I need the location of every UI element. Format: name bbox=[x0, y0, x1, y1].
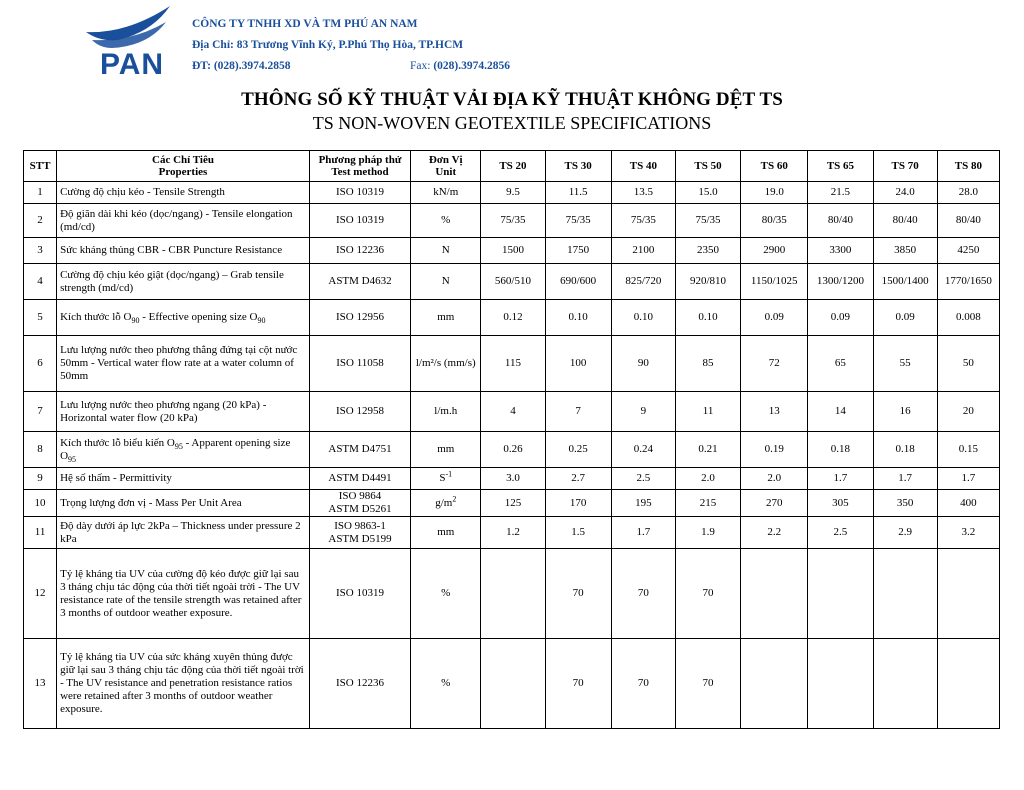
cell-property bbox=[57, 300, 310, 336]
cell-value: 65 bbox=[808, 336, 873, 392]
table-row bbox=[24, 468, 1000, 490]
method-primary: ISO 10319 bbox=[336, 214, 384, 226]
cell-value: 1.9 bbox=[675, 517, 740, 549]
company-address: Địa Chỉ: 83 Trương Vĩnh Ký, P.Phú Thọ Hòa, TP.HCM bbox=[192, 39, 464, 51]
header-unit bbox=[411, 151, 481, 182]
cell-value: 75/35 bbox=[481, 204, 545, 238]
cell-property: Độ dày dưới áp lực 2kPa – Thickness under pressure 2 kPa bbox=[57, 517, 310, 549]
table-row bbox=[24, 204, 1000, 238]
header-unit-vn: Đơn Vị bbox=[428, 154, 463, 166]
cell-unit bbox=[411, 639, 481, 729]
cell-stt: 13 bbox=[24, 639, 57, 729]
property-text: Kích thước lỗ O bbox=[60, 311, 132, 323]
cell-value: 11.5 bbox=[545, 182, 611, 204]
company-fax bbox=[410, 56, 510, 77]
cell-value: 1.5 bbox=[545, 517, 611, 549]
cell-value: 21.5 bbox=[808, 182, 873, 204]
cell-value: 3.2 bbox=[937, 517, 999, 549]
cell-property: Sức kháng thủng CBR - CBR Puncture Resistance bbox=[57, 238, 310, 264]
method-secondary: ASTM D5261 bbox=[328, 503, 392, 515]
cell-value: 0.25 bbox=[545, 432, 611, 468]
cell-value: 115 bbox=[481, 336, 545, 392]
cell-value: 75/35 bbox=[675, 204, 740, 238]
header-properties-en: Properties bbox=[158, 166, 208, 178]
table-row bbox=[24, 432, 1000, 468]
company-info bbox=[192, 14, 510, 77]
cell-test-method bbox=[309, 549, 410, 639]
cell-value: 0.21 bbox=[675, 432, 740, 468]
cell-value: 16 bbox=[873, 392, 937, 432]
cell-value: 195 bbox=[611, 490, 675, 517]
cell-value: 9 bbox=[611, 392, 675, 432]
cell-value: 75/35 bbox=[545, 204, 611, 238]
cell-value: 1.7 bbox=[808, 468, 873, 490]
cell-value: 0.19 bbox=[741, 432, 808, 468]
cell-value: 15.0 bbox=[675, 182, 740, 204]
cell-value: 85 bbox=[675, 336, 740, 392]
cell-value: 1.7 bbox=[873, 468, 937, 490]
table-row bbox=[24, 300, 1000, 336]
cell-value: 125 bbox=[481, 490, 545, 517]
table-row bbox=[24, 639, 1000, 729]
cell-value: 1.7 bbox=[611, 517, 675, 549]
cell-unit bbox=[411, 468, 481, 490]
cell-value: 2350 bbox=[675, 238, 740, 264]
cell-property: Độ giãn dài khi kéo (dọc/ngang) - Tensile elongation (md/cd) bbox=[57, 204, 310, 238]
method-primary: ASTM D4491 bbox=[328, 472, 392, 484]
cell-test-method bbox=[309, 517, 410, 549]
cell-value: 0.18 bbox=[873, 432, 937, 468]
cell-value: 50 bbox=[937, 336, 999, 392]
cell-value: 690/600 bbox=[545, 264, 611, 300]
company-phone: ĐT: (028).3974.2858 bbox=[192, 60, 291, 72]
property-text: - Apparent opening size O bbox=[60, 436, 291, 462]
cell-test-method bbox=[309, 336, 410, 392]
cell-value: 2.0 bbox=[741, 468, 808, 490]
cell-value: 80/40 bbox=[873, 204, 937, 238]
unit-text: g/m bbox=[435, 496, 453, 509]
table-row bbox=[24, 517, 1000, 549]
header-properties-vn: Các Chỉ Tiêu bbox=[152, 154, 214, 166]
header-grade: TS 40 bbox=[611, 151, 675, 182]
cell-value: 28.0 bbox=[937, 182, 999, 204]
cell-test-method bbox=[309, 392, 410, 432]
header-method-en: Test method bbox=[331, 166, 389, 178]
method-primary: ISO 10319 bbox=[336, 587, 384, 599]
method-primary: ISO 12236 bbox=[336, 244, 384, 256]
table-row bbox=[24, 336, 1000, 392]
cell-value: 0.10 bbox=[611, 300, 675, 336]
method-primary: ISO 12956 bbox=[336, 311, 384, 323]
method-primary: ISO 9864 bbox=[338, 490, 382, 502]
cell-value: 170 bbox=[545, 490, 611, 517]
cell-property: Hệ số thấm - Permittivity bbox=[57, 468, 310, 490]
header-stt: STT bbox=[24, 151, 57, 182]
cell-property bbox=[57, 432, 310, 468]
document-title bbox=[0, 88, 1024, 134]
cell-stt: 6 bbox=[24, 336, 57, 392]
table-header-row bbox=[24, 151, 1000, 182]
header-grade: TS 70 bbox=[873, 151, 937, 182]
cell-test-method bbox=[309, 490, 410, 517]
cell-value bbox=[808, 639, 873, 729]
cell-value: 55 bbox=[873, 336, 937, 392]
cell-value bbox=[873, 639, 937, 729]
unit-superscript: -1 bbox=[445, 469, 453, 479]
cell-value: 0.008 bbox=[937, 300, 999, 336]
cell-test-method bbox=[309, 432, 410, 468]
cell-stt: 9 bbox=[24, 468, 57, 490]
cell-value: 2.0 bbox=[675, 468, 740, 490]
cell-value: 1500/1400 bbox=[873, 264, 937, 300]
cell-stt: 10 bbox=[24, 490, 57, 517]
cell-value: 1.2 bbox=[481, 517, 545, 549]
unit-text: l/m²/s (mm/s) bbox=[415, 357, 476, 369]
cell-value: 0.09 bbox=[741, 300, 808, 336]
unit-text: S bbox=[439, 472, 446, 484]
cell-value: 3.0 bbox=[481, 468, 545, 490]
cell-property: Tỷ lệ kháng tia UV của sức kháng xuyên thủng được giữ lại sau 3 tháng chịu tác động của thời tiết ngoài trời - The UV resistance and penetration resistance ratios were retained after 3 months of outdoor weather exposure. bbox=[57, 639, 310, 729]
cell-property: Tỷ lệ kháng tia UV của cường độ kéo được giữ lại sau 3 tháng chịu tác động của thời tiết ngoài trời - The UV resistance rate of the tensile strength was retained after 3 months of outdoor weather exposure. bbox=[57, 549, 310, 639]
table-row bbox=[24, 182, 1000, 204]
cell-value: 70 bbox=[545, 639, 611, 729]
method-primary: ISO 12236 bbox=[336, 677, 384, 689]
cell-value: 80/40 bbox=[937, 204, 999, 238]
cell-value bbox=[937, 639, 999, 729]
property-subscript: 95 bbox=[174, 441, 183, 451]
cell-value: 2.5 bbox=[611, 468, 675, 490]
unit-text: l/m.h bbox=[434, 405, 458, 417]
cell-value: 2.9 bbox=[873, 517, 937, 549]
cell-value: 2.5 bbox=[808, 517, 873, 549]
header-grade: TS 60 bbox=[741, 151, 808, 182]
table-row bbox=[24, 392, 1000, 432]
method-primary: ISO 12958 bbox=[336, 405, 384, 417]
cell-value: 2.2 bbox=[741, 517, 808, 549]
property-subscript: 90 bbox=[131, 316, 140, 326]
cell-value: 1750 bbox=[545, 238, 611, 264]
cell-unit bbox=[411, 264, 481, 300]
cell-test-method bbox=[309, 238, 410, 264]
cell-unit bbox=[411, 549, 481, 639]
method-primary: ISO 10319 bbox=[336, 186, 384, 198]
property-subscript: 95 bbox=[68, 454, 77, 464]
cell-property: Cường độ chịu kéo giật (dọc/ngang) – Grab tensile strength (md/cd) bbox=[57, 264, 310, 300]
letterhead bbox=[0, 0, 1024, 88]
cell-value: 4 bbox=[481, 392, 545, 432]
cell-unit bbox=[411, 432, 481, 468]
cell-value: 0.15 bbox=[937, 432, 999, 468]
table-row bbox=[24, 490, 1000, 517]
cell-value: 270 bbox=[741, 490, 808, 517]
specifications-table bbox=[23, 150, 1000, 729]
cell-value: 0.10 bbox=[675, 300, 740, 336]
cell-property: Cường độ chịu kéo - Tensile Strength bbox=[57, 182, 310, 204]
cell-value: 1.7 bbox=[937, 468, 999, 490]
cell-value: 305 bbox=[808, 490, 873, 517]
cell-value: 80/40 bbox=[808, 204, 873, 238]
unit-text: mm bbox=[437, 443, 455, 455]
cell-value: 0.18 bbox=[808, 432, 873, 468]
cell-unit bbox=[411, 238, 481, 264]
cell-value: 0.09 bbox=[873, 300, 937, 336]
cell-value: 7 bbox=[545, 392, 611, 432]
unit-text: N bbox=[441, 275, 450, 287]
cell-unit bbox=[411, 204, 481, 238]
cell-unit bbox=[411, 336, 481, 392]
unit-text: mm bbox=[437, 526, 455, 538]
cell-value: 14 bbox=[808, 392, 873, 432]
cell-value: 0.12 bbox=[481, 300, 545, 336]
method-secondary: ASTM D5199 bbox=[328, 532, 392, 545]
cell-stt: 11 bbox=[24, 517, 57, 549]
table-row bbox=[24, 549, 1000, 639]
cell-test-method bbox=[309, 182, 410, 204]
cell-value: 1500 bbox=[481, 238, 545, 264]
table-row bbox=[24, 264, 1000, 300]
unit-text: mm bbox=[437, 311, 455, 323]
header-unit-en: Unit bbox=[435, 166, 457, 178]
cell-value: 9.5 bbox=[481, 182, 545, 204]
cell-value: 1770/1650 bbox=[937, 264, 999, 300]
title-english: TS NON-WOVEN GEOTEXTILE SPECIFICATIONS bbox=[312, 113, 712, 133]
cell-stt: 7 bbox=[24, 392, 57, 432]
cell-unit bbox=[411, 300, 481, 336]
cell-value: 13.5 bbox=[611, 182, 675, 204]
property-subscript: 90 bbox=[257, 316, 266, 326]
property-text: Kích thước lỗ biểu kiến O bbox=[60, 436, 175, 449]
cell-value bbox=[481, 549, 545, 639]
cell-value bbox=[808, 549, 873, 639]
method-primary: ISO 9863-1 bbox=[334, 519, 386, 532]
cell-test-method bbox=[309, 204, 410, 238]
cell-stt: 8 bbox=[24, 432, 57, 468]
method-primary: ASTM D4632 bbox=[328, 275, 392, 287]
cell-property: Trọng lượng đơn vị - Mass Per Unit Area bbox=[57, 490, 310, 517]
table-row bbox=[24, 238, 1000, 264]
cell-value bbox=[741, 549, 808, 639]
cell-value: 4250 bbox=[937, 238, 999, 264]
cell-value: 90 bbox=[611, 336, 675, 392]
cell-value: 70 bbox=[675, 549, 740, 639]
header-properties bbox=[57, 151, 310, 182]
cell-value: 100 bbox=[545, 336, 611, 392]
logo-wordmark: PAN bbox=[99, 48, 165, 76]
cell-stt: 3 bbox=[24, 238, 57, 264]
cell-value: 350 bbox=[873, 490, 937, 517]
cell-value: 2.7 bbox=[545, 468, 611, 490]
cell-value: 0.09 bbox=[808, 300, 873, 336]
title-vietnamese: THÔNG SỐ KỸ THUẬT VẢI ĐỊA KỸ THUẬT KHÔNG DỆT TS bbox=[241, 89, 783, 110]
cell-stt: 5 bbox=[24, 300, 57, 336]
cell-value: 215 bbox=[675, 490, 740, 517]
cell-value: 1300/1200 bbox=[808, 264, 873, 300]
method-primary: ASTM D4751 bbox=[328, 443, 392, 455]
header-grade: TS 80 bbox=[937, 151, 999, 182]
cell-unit bbox=[411, 490, 481, 517]
cell-value: 19.0 bbox=[741, 182, 808, 204]
cell-value: 400 bbox=[937, 490, 999, 517]
fax-value: (028).3974.2856 bbox=[433, 60, 510, 72]
cell-value: 13 bbox=[741, 392, 808, 432]
cell-value: 0.24 bbox=[611, 432, 675, 468]
cell-value: 70 bbox=[611, 639, 675, 729]
cell-value: 560/510 bbox=[481, 264, 545, 300]
unit-text: N bbox=[441, 244, 450, 256]
cell-property: Lưu lượng nước theo phương thẳng đứng tại cột nước 50mm - Vertical water flow rate at a water column of 50mm bbox=[57, 336, 310, 392]
property-text: - Effective opening size O bbox=[139, 311, 258, 323]
cell-test-method bbox=[309, 639, 410, 729]
cell-test-method bbox=[309, 300, 410, 336]
cell-unit bbox=[411, 392, 481, 432]
unit-text: % bbox=[441, 214, 451, 226]
cell-value: 0.26 bbox=[481, 432, 545, 468]
method-primary: ISO 11058 bbox=[336, 357, 384, 369]
cell-value: 825/720 bbox=[611, 264, 675, 300]
cell-value: 75/35 bbox=[611, 204, 675, 238]
header-method-vn: Phương pháp thử bbox=[318, 154, 402, 166]
fax-label: Fax: bbox=[410, 60, 431, 72]
cell-value bbox=[873, 549, 937, 639]
header-grade: TS 50 bbox=[675, 151, 740, 182]
cell-unit bbox=[411, 182, 481, 204]
unit-superscript: 2 bbox=[452, 493, 457, 503]
cell-value bbox=[937, 549, 999, 639]
cell-value: 70 bbox=[545, 549, 611, 639]
cell-value: 20 bbox=[937, 392, 999, 432]
cell-value: 2900 bbox=[741, 238, 808, 264]
cell-unit bbox=[411, 517, 481, 549]
header-grade: TS 30 bbox=[545, 151, 611, 182]
header-grade: TS 65 bbox=[808, 151, 873, 182]
unit-text: kN/m bbox=[433, 186, 459, 198]
cell-test-method bbox=[309, 264, 410, 300]
cell-value: 920/810 bbox=[675, 264, 740, 300]
company-logo bbox=[82, 4, 182, 76]
header-test-method bbox=[309, 151, 410, 182]
cell-value: 1150/1025 bbox=[741, 264, 808, 300]
cell-value: 2100 bbox=[611, 238, 675, 264]
cell-value: 11 bbox=[675, 392, 740, 432]
cell-value: 70 bbox=[611, 549, 675, 639]
cell-value bbox=[481, 639, 545, 729]
cell-stt: 12 bbox=[24, 549, 57, 639]
cell-value: 70 bbox=[675, 639, 740, 729]
company-contact bbox=[192, 56, 510, 77]
cell-stt: 1 bbox=[24, 182, 57, 204]
cell-property: Lưu lượng nước theo phương ngang (20 kPa) - Horizontal water flow (20 kPa) bbox=[57, 392, 310, 432]
cell-value: 3300 bbox=[808, 238, 873, 264]
cell-stt: 2 bbox=[24, 204, 57, 238]
cell-value: 80/35 bbox=[741, 204, 808, 238]
cell-value bbox=[741, 639, 808, 729]
company-name: CÔNG TY TNHH XD VÀ TM PHÚ AN NAM bbox=[192, 18, 418, 30]
cell-value: 3850 bbox=[873, 238, 937, 264]
cell-stt: 4 bbox=[24, 264, 57, 300]
cell-value: 72 bbox=[741, 336, 808, 392]
cell-value: 0.10 bbox=[545, 300, 611, 336]
unit-text: % bbox=[441, 677, 451, 689]
header-grade: TS 20 bbox=[481, 151, 545, 182]
cell-test-method bbox=[309, 468, 410, 490]
unit-text: % bbox=[441, 587, 451, 599]
cell-value: 24.0 bbox=[873, 182, 937, 204]
